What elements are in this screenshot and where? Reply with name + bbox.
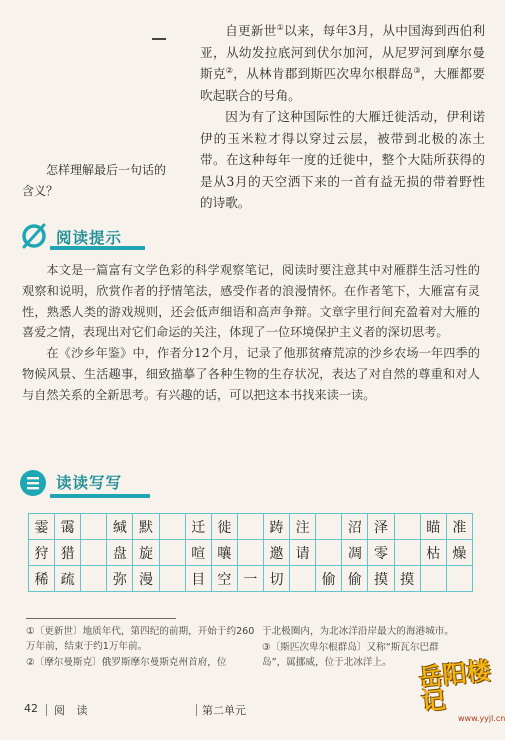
grid-cell [237, 514, 263, 540]
grid-cell [159, 514, 185, 540]
section-title: 阅读提示 [56, 229, 123, 247]
vocabulary-grid [28, 513, 473, 590]
grid-cell: 目 [185, 566, 211, 592]
grid-cell: 稀 [29, 566, 55, 592]
footnote-item: ②〔摩尔曼斯克〕俄罗斯摩尔曼斯克州首府，位 [26, 657, 227, 668]
grid-cell: 沼 [342, 514, 368, 540]
passage-text: 以来，每年3月，从中国海到西伯利亚，从幼发拉底河到伏尔加河，从尼罗河到摩尔曼斯克 [200, 23, 486, 81]
grid-cell: 偷 [316, 566, 342, 592]
grid-cell: 徙 [211, 514, 237, 540]
read-write-icon [20, 470, 46, 496]
grid-cell: 霎 [29, 514, 55, 540]
watermark-logo [417, 656, 505, 732]
grid-cell: 摸 [368, 566, 394, 592]
grid-cell: 旋 [133, 540, 159, 566]
grid-cell: 缄 [107, 514, 133, 540]
grid-row [29, 566, 473, 592]
grid-cell: 请 [290, 540, 316, 566]
grid-cell: 踌 [263, 514, 289, 540]
grid-cell: 霭 [55, 514, 81, 540]
footnote-ref-2[interactable]: ② [225, 65, 234, 75]
grid-cell: 邀 [263, 540, 289, 566]
grid-cell: 准 [446, 514, 472, 540]
feather-pen-icon [20, 222, 48, 250]
grid-cell [446, 566, 472, 592]
grid-cell [159, 540, 185, 566]
grid-cell: 盘 [107, 540, 133, 566]
grid-cell [81, 566, 107, 592]
footnote-item: ③〔斯匹次卑尔根群岛〕又称“斯瓦尔巴群岛”，属挪威，位于北冰洋上。 [262, 642, 439, 668]
grid-row [29, 540, 473, 566]
vocab-table [28, 513, 473, 592]
grid-cell: 默 [133, 514, 159, 540]
footer-divider [46, 704, 47, 716]
footnote-divider [26, 618, 176, 619]
footnotes-left [26, 624, 256, 671]
grid-cell: 疏 [55, 566, 81, 592]
top-dash [152, 38, 166, 40]
main-passage [200, 20, 485, 214]
grid-cell [420, 566, 446, 592]
read-write-header [20, 468, 240, 498]
grid-cell [81, 540, 107, 566]
footnote-item: 于北极圈内，为北冰洋沿岸最大的海港城市。 [262, 626, 454, 637]
grid-cell: 嚷 [211, 540, 237, 566]
grid-cell: 偷 [342, 566, 368, 592]
footnote-ref-1[interactable]: ① [276, 22, 285, 32]
grid-cell: 瞄 [420, 514, 446, 540]
grid-cell: 喧 [185, 540, 211, 566]
page-footer [24, 702, 424, 720]
reading-tip-paragraph-1: 本文是一篇富有文学色彩的科学观察笔记，阅读时要注意其中对雁群生活习性的观察和说明，欣赏作者的抒情笔法，感受作者的浪漫情怀。在作者笔下，大雁富有灵性，熟悉人类的游戏规则，还会低声细语和高声争辩。文章字里行间充盈着对大雁的喜爱之情，表现出对它们命运的关注，体现了一位环境保护主义者的深切思考。 [22, 263, 480, 340]
header-underline [50, 494, 150, 498]
grid-cell: 狩 [29, 540, 55, 566]
footer-section: 阅 读 [54, 704, 92, 717]
margin-question: 怎样理解最后一句话的含义？ [22, 163, 167, 198]
watermark-url: www.yyjl.cn [458, 714, 505, 723]
passage-text: ，大雁都要吹起联合的号角。 [200, 66, 485, 103]
grid-cell: 摸 [394, 566, 420, 592]
grid-cell: 切 [263, 566, 289, 592]
grid-cell: 空 [211, 566, 237, 592]
watermark-text: 岳阳楼记 [417, 656, 493, 717]
grid-row [29, 514, 473, 540]
passage-text: ，从林肯郡到斯匹次卑尔根群岛 [233, 66, 414, 81]
lines-icon [20, 470, 46, 496]
reading-tips-header [20, 222, 190, 250]
footer-unit: 第二单元 [202, 704, 246, 717]
grid-cell [290, 566, 316, 592]
grid-cell: 弥 [107, 566, 133, 592]
grid-cell: 迁 [185, 514, 211, 540]
grid-cell: 猎 [55, 540, 81, 566]
reading-tips-body [22, 260, 480, 406]
grid-cell: 漫 [133, 566, 159, 592]
passage-text: 自更新世 [225, 23, 277, 38]
footer-divider [196, 704, 197, 716]
grid-cell [81, 514, 107, 540]
footnote-ref-3[interactable]: ③ [413, 65, 421, 75]
grid-cell: 泽 [368, 514, 394, 540]
grid-cell: 燥 [446, 540, 472, 566]
grid-cell: 零 [368, 540, 394, 566]
grid-cell [316, 514, 342, 540]
passage-paragraph-2: 因为有了这种国际性的大雁迁徙活动，伊利诺伊的玉米粒才得以穿过云层，被带到北极的冻土带。在这种每年一度的迁徙中，整个大陆所获得的是从3月的天空洒下来的一首有益无损的带着野性的诗歌。 [200, 109, 485, 210]
passage-paragraph-1 [200, 20, 485, 106]
grid-cell [394, 514, 420, 540]
grid-cell: 枯 [420, 540, 446, 566]
grid-cell [394, 540, 420, 566]
grid-cell: 凋 [342, 540, 368, 566]
footnote-item: ①〔更新世〕地质年代，第四纪的前期，开始于约260万年前，结束于约1万年前。 [26, 626, 255, 652]
grid-cell: 注 [290, 514, 316, 540]
reading-tip-paragraph-2: 在《沙乡年鉴》中，作者分12个月，记录了他那贫瘠荒凉的沙乡农场一年四季的物候风景、生活趣事，细致描摹了各种生物的生存状况，表达了对自然的尊重和对人与自然关系的全新思考。有兴趣的话，可以把这本书找来读一读。 [22, 346, 480, 402]
grid-cell [159, 566, 185, 592]
grid-cell [316, 540, 342, 566]
grid-cell [237, 540, 263, 566]
page-number: 42 [24, 702, 38, 715]
grid-cell: 一 [237, 566, 263, 592]
section-title: 读读写写 [56, 474, 123, 492]
